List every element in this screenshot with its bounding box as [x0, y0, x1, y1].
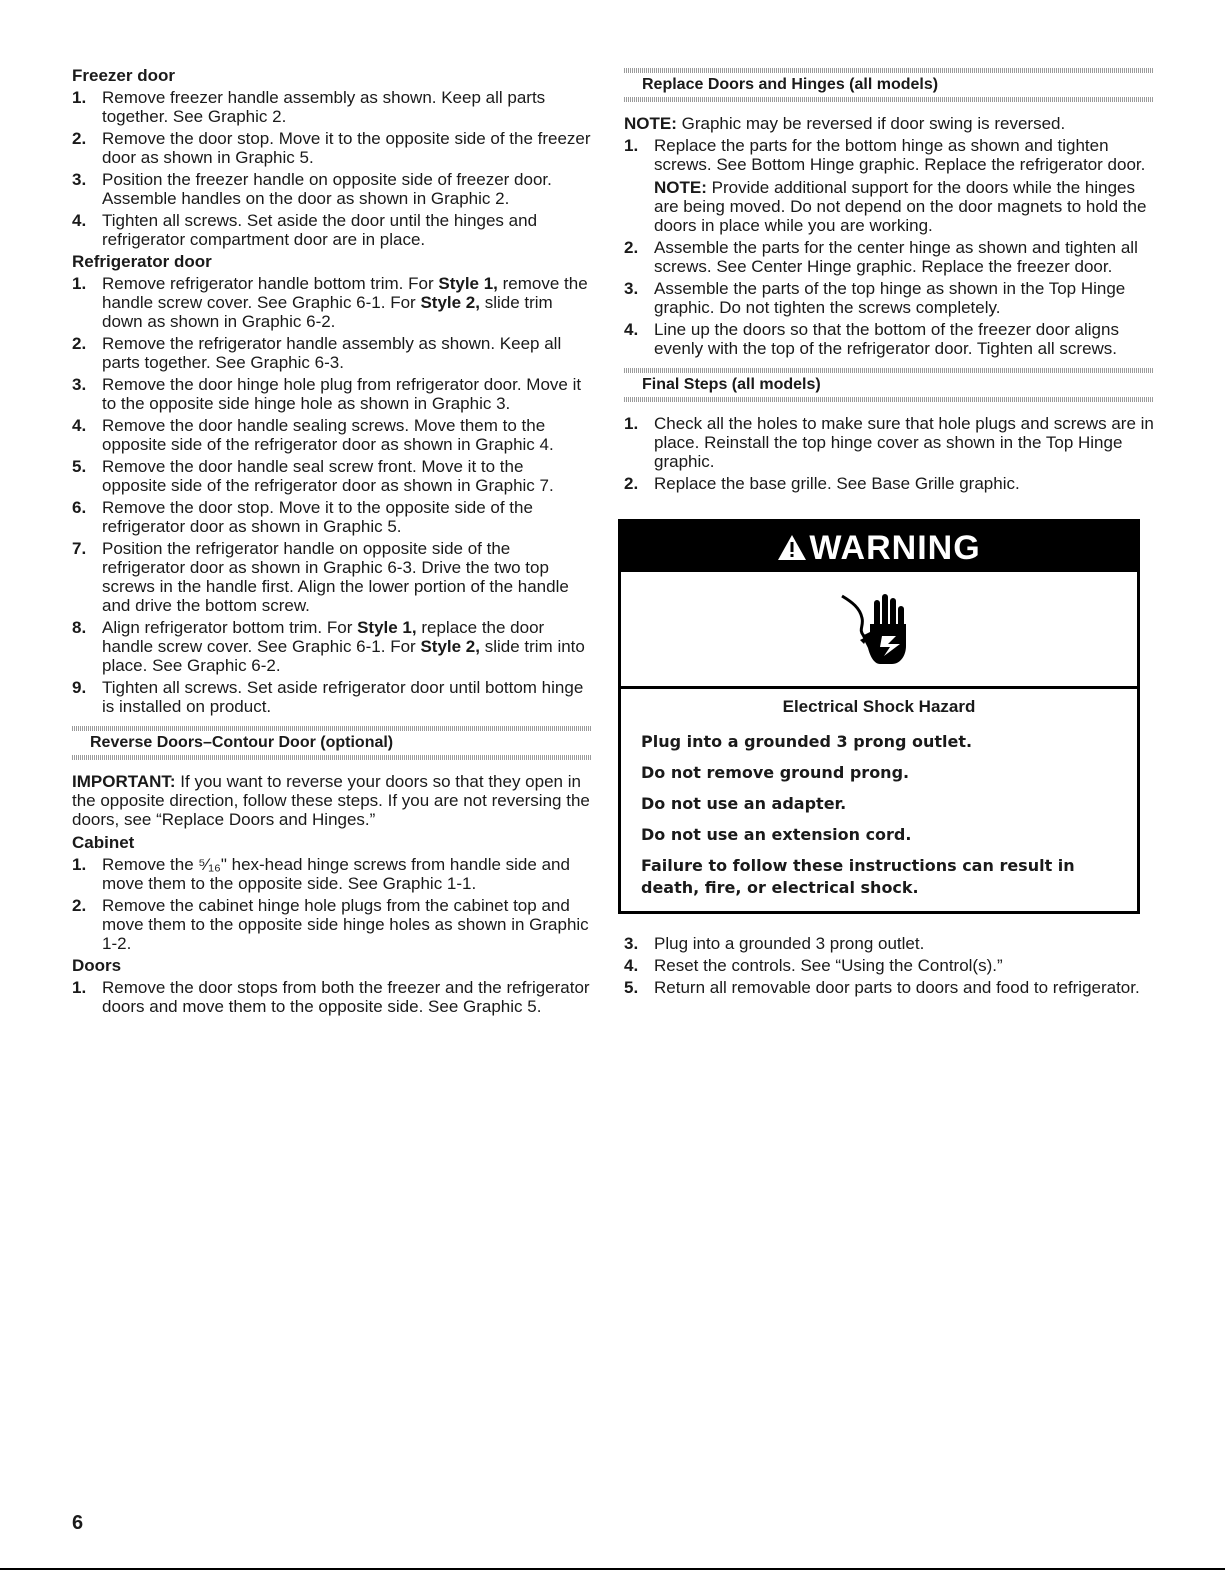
list-item: [72, 211, 592, 249]
cabinet-steps: [72, 855, 592, 953]
step-text: Remove the door hinge hole plug from refrigerator door. Move it to the opposite side hinge hole as shown in Graphic 3.: [102, 375, 582, 413]
list-item: [624, 320, 1154, 358]
step-number: 3.: [624, 279, 639, 298]
refrigerator-door-heading: Refrigerator door: [72, 252, 212, 271]
right-column: [624, 68, 1154, 1000]
step-text: Position the freezer handle on opposite side of freezer door. Assemble handles on the door as shown in Graphic 2.: [102, 170, 552, 208]
step-text: Tighten all screws. Set aside the door until the hinges and refrigerator compartment door are in place.: [102, 211, 538, 249]
step-number: 3.: [72, 170, 87, 189]
freezer-door-steps: [72, 88, 592, 249]
list-item: [624, 136, 1154, 235]
step-text: Remove the ⁵⁄₁₆" hex-head hinge screws from handle side and move them to the opposite side. See Graphic 1-1.: [102, 855, 570, 893]
page-number: 6: [72, 1512, 84, 1534]
list-item: [72, 457, 592, 495]
step-number: 1.: [72, 88, 87, 107]
style-label: Style 2,: [420, 293, 480, 312]
list-item: [624, 956, 1154, 975]
step-text: Check all the holes to make sure that hole plugs and screws are in place. Reinstall the top hinge cover as shown in the Top Hinge graphic.: [654, 414, 1154, 471]
style-label: Style 2,: [420, 637, 480, 656]
warning-line: Do not use an adapter.: [641, 794, 847, 813]
note-text: Provide additional support for the doors while the hinges are being moved. Do not depend on the door magnets to hold the doors in place while you are working.: [654, 178, 1147, 235]
step-number: 1.: [72, 978, 87, 997]
step-text: Assemble the parts of the top hinge as shown in the Top Hinge graphic. Do not tighten the screws completely.: [654, 279, 1126, 317]
hazard-title: Electrical Shock Hazard: [782, 697, 976, 716]
list-item: [72, 855, 592, 893]
step-text: slide trim into place. See Graphic 6-2.: [102, 637, 585, 675]
list-item: [72, 618, 592, 675]
step-number: 2.: [72, 129, 87, 148]
warning-line: Failure to follow these instructions can result in death, fire, or electrical shock.: [641, 856, 1075, 897]
important-label: IMPORTANT:: [72, 772, 176, 791]
style-label: Style 1,: [357, 618, 417, 637]
list-item: [72, 539, 592, 615]
doors-steps: [72, 978, 592, 1016]
note-paragraph: [624, 114, 1154, 133]
bottom-rule: [0, 1568, 1225, 1570]
list-item: [72, 678, 592, 716]
list-item: [624, 238, 1154, 276]
warning-body: [621, 689, 1137, 911]
step-text: Remove the refrigerator handle assembly as shown. Keep all parts together. See Graphic 6-3.: [102, 334, 562, 372]
step-text: Replace the parts for the bottom hinge as shown and tighten screws. See Bottom Hinge graphic. Replace the refrigerator door.: [654, 136, 1146, 174]
step-number: 3.: [72, 375, 87, 394]
replace-doors-steps: [624, 136, 1154, 358]
warning-title: WARNING: [809, 529, 981, 567]
step-number: 2.: [624, 238, 639, 257]
step-text: Line up the doors so that the bottom of the freezer door aligns evenly with the top of the refrigerator door. Tighten all screws.: [654, 320, 1119, 358]
step-text: Remove the door handle seal screw front. Move it to the opposite side of the refrigerator door as shown in Graphic 7.: [102, 457, 554, 495]
step-number: 2.: [72, 896, 87, 915]
step-text: Reset the controls. See “Using the Control(s).”: [654, 956, 1003, 975]
step-number: 6.: [72, 498, 87, 517]
list-item: [624, 414, 1154, 471]
step-text: Remove the door stop. Move it to the opposite side of the freezer door as shown in Graphic 5.: [102, 129, 591, 167]
list-item: [624, 279, 1154, 317]
list-item: [72, 170, 592, 208]
note-label: NOTE:: [624, 114, 677, 133]
reverse-doors-section-heading: Reverse Doors–Contour Door (optional): [72, 726, 592, 760]
step-text: Replace the base grille. See Base Grille graphic.: [654, 474, 1020, 493]
warning-line: Plug into a grounded 3 prong outlet.: [641, 732, 973, 751]
step-text: replace the door handle screw cover. See Graphic 6-1. For: [102, 618, 545, 656]
step-number: 1.: [72, 855, 87, 874]
list-item: [72, 334, 592, 372]
warning-triangle-icon: [777, 524, 807, 576]
step-number: 2.: [72, 334, 87, 353]
warning-line: Do not remove ground prong.: [641, 763, 910, 782]
note-label: NOTE:: [654, 178, 707, 197]
step-number: 1.: [624, 414, 639, 433]
warning-line: Do not use an extension cord.: [641, 825, 912, 844]
list-item: [72, 129, 592, 167]
step-number: 4.: [624, 956, 639, 975]
step-number: 7.: [72, 539, 87, 558]
list-item: [72, 498, 592, 536]
list-item: [72, 416, 592, 454]
step-number: 5.: [624, 978, 639, 997]
replace-doors-section-heading: Replace Doors and Hinges (all models): [624, 68, 1154, 102]
list-item: [72, 896, 592, 953]
list-item: [624, 474, 1154, 493]
final-steps: [624, 414, 1154, 493]
warning-header: [621, 522, 1137, 572]
step-text: Tighten all screws. Set aside refrigerator door until bottom hinge is installed on product.: [102, 678, 584, 716]
list-item: [72, 978, 592, 1016]
refrigerator-door-steps: [72, 274, 592, 716]
step-text: Remove the cabinet hinge hole plugs from the cabinet top and move them to the opposite side hinge holes as shown in Graphic 1-2.: [102, 896, 589, 953]
sub-note: [654, 178, 1154, 235]
list-item: [624, 934, 1154, 953]
list-item: [72, 88, 592, 126]
step-text: Remove the door stop. Move it to the opposite side of the refrigerator door as shown in Graphic 5.: [102, 498, 533, 536]
step-number: 9.: [72, 678, 87, 697]
step-text: Plug into a grounded 3 prong outlet.: [654, 934, 925, 953]
step-text: Remove the door stops from both the freezer and the refrigerator doors and move them to the opposite side. See Graphic 5.: [102, 978, 590, 1016]
final-steps-continued: [624, 934, 1154, 997]
step-number: 8.: [72, 618, 87, 637]
step-text: Remove freezer handle assembly as shown. Keep all parts together. See Graphic 2.: [102, 88, 546, 126]
step-number: 1.: [72, 274, 87, 293]
step-number: 1.: [624, 136, 639, 155]
freezer-door-heading: Freezer door: [72, 66, 175, 85]
important-text: If you want to reverse your doors so that they open in the opposite direction, follow these steps. If you are not reversing the doors, see “Replace Doors and Hinges.”: [72, 772, 590, 829]
step-number: 3.: [624, 934, 639, 953]
step-text: remove the handle screw cover. See Graphic 6-1. For: [102, 274, 588, 312]
important-paragraph: [72, 772, 592, 829]
step-text: Remove the door handle sealing screws. Move them to the opposite side of the refrigerator door as shown in Graphic 4.: [102, 416, 554, 454]
step-number: 2.: [624, 474, 639, 493]
style-label: Style 1,: [438, 274, 498, 293]
step-text: Return all removable door parts to doors and food to refrigerator.: [654, 978, 1140, 997]
warning-box: [618, 519, 1140, 914]
doors-heading: Doors: [72, 956, 122, 975]
final-steps-section-heading: Final Steps (all models): [624, 368, 1154, 402]
step-number: 4.: [624, 320, 639, 339]
cabinet-heading: Cabinet: [72, 833, 135, 852]
list-item: [72, 274, 592, 331]
step-text: Position the refrigerator handle on opposite side of the refrigerator door as shown in Graphic 6-3. Drive the two top screws in the handle first. Align the lower portion of the handle and drive the bottom screw.: [102, 539, 569, 615]
step-number: 5.: [72, 457, 87, 476]
step-text: Remove refrigerator handle bottom trim. For: [102, 274, 439, 293]
left-column: [72, 66, 592, 1019]
list-item: [72, 375, 592, 413]
step-number: 4.: [72, 211, 87, 230]
step-text: slide trim down as shown in Graphic 6-2.: [102, 293, 553, 331]
step-number: 4.: [72, 416, 87, 435]
note-text: Graphic may be reversed if door swing is reversed.: [676, 114, 1066, 133]
list-item: [624, 978, 1154, 997]
step-text: Align refrigerator bottom trim. For: [102, 618, 358, 637]
electrical-shock-hand-icon: [621, 572, 1137, 689]
step-text: Assemble the parts for the center hinge as shown and tighten all screws. See Center Hinge graphic. Replace the freezer door.: [654, 238, 1138, 276]
